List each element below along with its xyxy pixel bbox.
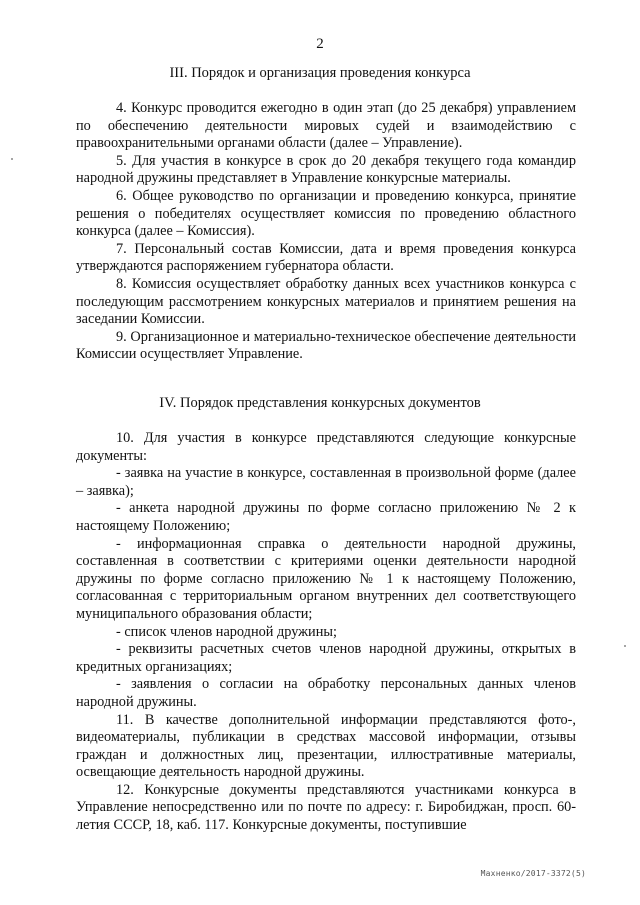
scan-speck — [11, 158, 13, 160]
paragraph-9: 9. Организационное и материально-техническое обеспечение деятельности Комиссии осуществляет Управление. — [76, 328, 576, 363]
paragraph-6: 6. Общее руководство по организации и проведению конкурса, принятие решения о победителях осуществляет комиссия по проведению областного конкурса (далее – Комиссия). — [76, 187, 576, 240]
paragraph-10: 10. Для участия в конкурсе представляются следующие конкурсные документы: — [76, 430, 576, 464]
list-item-member-list: - список членов народной дружины; — [116, 623, 337, 640]
paragraph-4: 4. Конкурс проводится ежегодно в один этап (до 25 декабря) управлением по обеспечению деятельности мировых судей и взаимодействию с правоохранительными органами области (далее – Управление). — [76, 100, 576, 152]
section-iv-body — [76, 430, 576, 835]
list-item-questionnaire: - анкета народной дружины по форме согласно приложению № 2 к настоящему Положению; — [76, 500, 576, 534]
paragraph-11: 11. В качестве дополнительной информации представляются фото-, видеоматериалы, публикации в средствах массовой информации, отзывы граждан и должностных лиц, презентации, иллюстративные материалы, освещающие деятельность народной дружины. — [76, 711, 576, 781]
paragraph-8: 8. Комиссия осуществляет обработку данных всех участников конкурса с последующим рассмотрением конкурсных материалов и принятием решения на заседании Комиссии. — [76, 275, 576, 328]
list-item-info-reference: - информационная справка о деятельности народной дружины, составленная в соответствии с критериями оценки деятельности народной дружины по форме согласно приложению № 1 к настоящему Положению, согласованная с территориальным органом внутренних дел соответствующего муниципального образования области; — [76, 535, 576, 622]
paragraph-12: 12. Конкурсные документы представляются участниками конкурса в Управление непосредственно или по почте по адресу: г. Биробиджан, просп. 60-летия СССР, 18, каб. 117. Конкурсные документы, поступившие — [76, 781, 576, 834]
section-heading-iv: IV. Порядок представления конкурсных документов — [159, 395, 481, 411]
page-number: 2 — [316, 36, 324, 52]
paragraph-7: 7. Персональный состав Комиссии, дата и время проведения конкурса утверждаются распоряжением губернатора области. — [76, 240, 576, 275]
scan-speck — [624, 645, 626, 647]
paragraph-5: 5. Для участия в конкурсе в срок до 20 декабря текущего года командир народной дружины представляет в Управление конкурсные материалы. — [76, 152, 576, 187]
list-item-consent: - заявления о согласии на обработку персональных данных членов народной дружины. — [76, 676, 576, 710]
section-heading-iii: III. Порядок и организация проведения конкурса — [169, 65, 471, 81]
document-footer-code: Махненко/2017-3372(5) — [480, 869, 586, 878]
list-item-application: - заявка на участие в конкурсе, составленная в произвольной форме (далее – заявка); — [76, 465, 576, 499]
list-item-bank-details: - реквизиты расчетных счетов членов народной дружины, открытых в кредитных организациях; — [76, 641, 576, 675]
section-iii-body — [76, 100, 576, 364]
